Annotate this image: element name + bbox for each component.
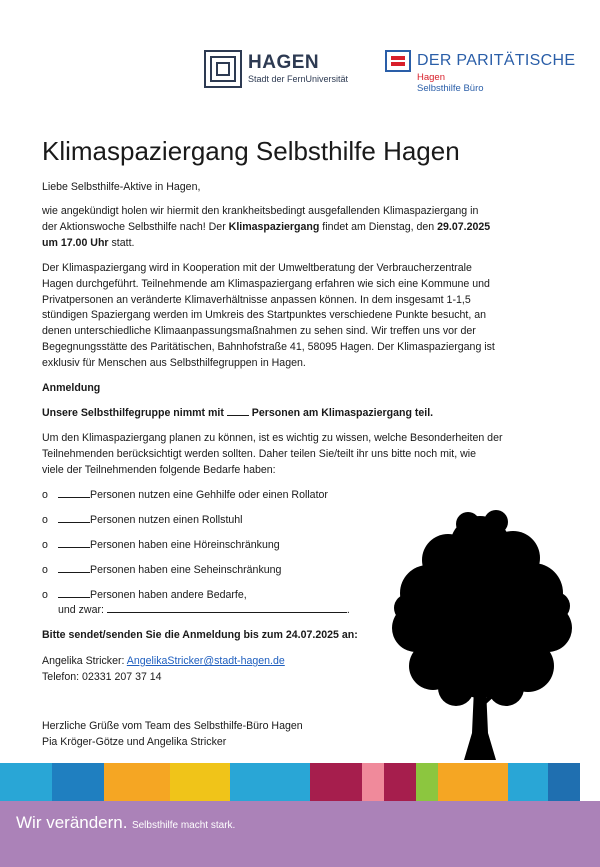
needs-intro-paragraph: Um den Klimaspaziergang planen zu können, ist es wichtig zu wissen, welche Besonderheiten der Teilnehmenden berücksichtigt werden sollten. Daher teilen Sie/teilt ihr uns bitte noch mit, wie viele der Teilnehmenden folgende Bedarfe haben: (42, 432, 503, 476)
contact-phone: Telefon: 02331 207 37 14 (42, 670, 162, 683)
paritaetische-logo-city: Hagen (417, 72, 445, 83)
stripe-7 (362, 763, 384, 801)
need-item-other: o Personen haben andere Bedarfe, (42, 589, 247, 601)
paritaetische-logo (385, 50, 575, 94)
paritaetische-logo-title: DER PARITÄTISCHE (417, 52, 576, 69)
color-stripe-band (0, 763, 600, 801)
stripe-9 (416, 763, 438, 801)
footer-band (0, 801, 600, 867)
event-name: Klimaspaziergang (228, 220, 320, 233)
closing-block: Herzliche Grüße vom Team des Selbsthilfe-Büro Hagen Pia Kröger-Götze und Angelika Stricker (42, 720, 303, 748)
paritaetische-logo-mark-icon (385, 50, 411, 72)
need-item-hearing: o Personen haben eine Höreinschränkung (42, 539, 280, 551)
stripe-11 (508, 763, 548, 801)
need-count-blank[interactable] (58, 488, 90, 498)
event-date: 29.07.2025 (437, 220, 491, 233)
stripe-8 (384, 763, 416, 801)
footer-slogan: Wir verändern. (16, 813, 128, 832)
need-item-walking-aid: o Personen nutzen eine Gehhilfe oder einen Rollator (42, 489, 328, 501)
need-count-blank[interactable] (58, 563, 90, 573)
stripe-10 (438, 763, 508, 801)
participant-count-blank[interactable] (227, 406, 249, 416)
need-other-detail: und zwar: . (58, 604, 350, 616)
intro-line-1: wie angekündigt holen wir hiermit den krankheitsbedingt ausgefallenden Klimaspaziergang in (42, 205, 479, 217)
need-count-blank[interactable] (58, 513, 90, 523)
stripe-12 (548, 763, 580, 801)
stripe-6 (310, 763, 362, 801)
need-count-blank[interactable] (58, 588, 90, 598)
need-other-detail-blank[interactable] (107, 603, 347, 613)
stripe-3 (104, 763, 170, 801)
hagen-logo (204, 50, 348, 88)
need-item-vision: o Personen haben eine Seheinschränkung (42, 564, 282, 576)
need-item-wheelchair: o Personen nutzen einen Rollstuhl (42, 514, 243, 526)
deadline-line: Bitte sendet/senden Sie die Anmeldung bis zum 24.07.2025 an: (42, 629, 358, 641)
greeting: Liebe Selbsthilfe-Aktive in Hagen, (42, 181, 201, 193)
tree-illustration (388, 508, 573, 763)
intro-paragraph: wie angekündigt holen wir hiermit den krankheitsbedingt ausgefallenden Klimaspaziergang in der Aktionswoche Selbsthilfe nach! Der Klimaspaziergang findet am Dienstag, den 29.07.2025 um 17.00 Uhr statt. (42, 204, 572, 251)
event-time: um 17.00 Uhr (42, 236, 109, 249)
footer-tagline: Selbsthilfe macht stark. (131, 820, 236, 831)
stripe-5 (230, 763, 310, 801)
registration-line: Unsere Selbsthilfegruppe nimmt mit Personen am Klimaspaziergang teil. (42, 407, 434, 419)
hagen-logo-mark-icon (204, 50, 242, 88)
stripe-4 (170, 763, 230, 801)
hagen-logo-subtitle: Stadt der FernUniversität (248, 74, 349, 84)
description-paragraph: Der Klimaspaziergang wird in Kooperation mit der Umweltberatung der Verbraucherzentrale Hagen durchgeführt. Teilnehmende am Klimaspaziergang erfahren wie sich eine Kommune und Privatpersonen an veränderte Klimaverhältnisse anpassen können. In dem insgesamt 1-1,5 stündigen Spaziergang werden im Umkreis des Startpunktes verschiedene Punkte besucht, an denen unterschiedliche Klimaanpassungsmaßnahmen zu sehen sind. Wir treffen uns vor der Begegnungsstätte des Paritätischen, Bahnhofstraße 41, 58095 Hagen. Der Klimaspaziergang ist exklusiv für Menschen aus Selbsthilfegruppen in Hagen. (42, 262, 495, 369)
need-count-blank[interactable] (58, 538, 90, 548)
contact-email-link[interactable]: AngelikaStricker@stadt-hagen.de (126, 655, 285, 667)
stripe-2 (52, 763, 104, 801)
paritaetische-logo-office: Selbsthilfe Büro (417, 83, 484, 94)
registration-heading: Anmeldung (42, 382, 101, 394)
hagen-logo-title: HAGEN (248, 52, 320, 73)
contact-name: Angelika Stricker: (42, 655, 127, 667)
document-title: Klimaspaziergang Selbsthilfe Hagen (42, 136, 460, 166)
stripe-1 (0, 763, 52, 801)
